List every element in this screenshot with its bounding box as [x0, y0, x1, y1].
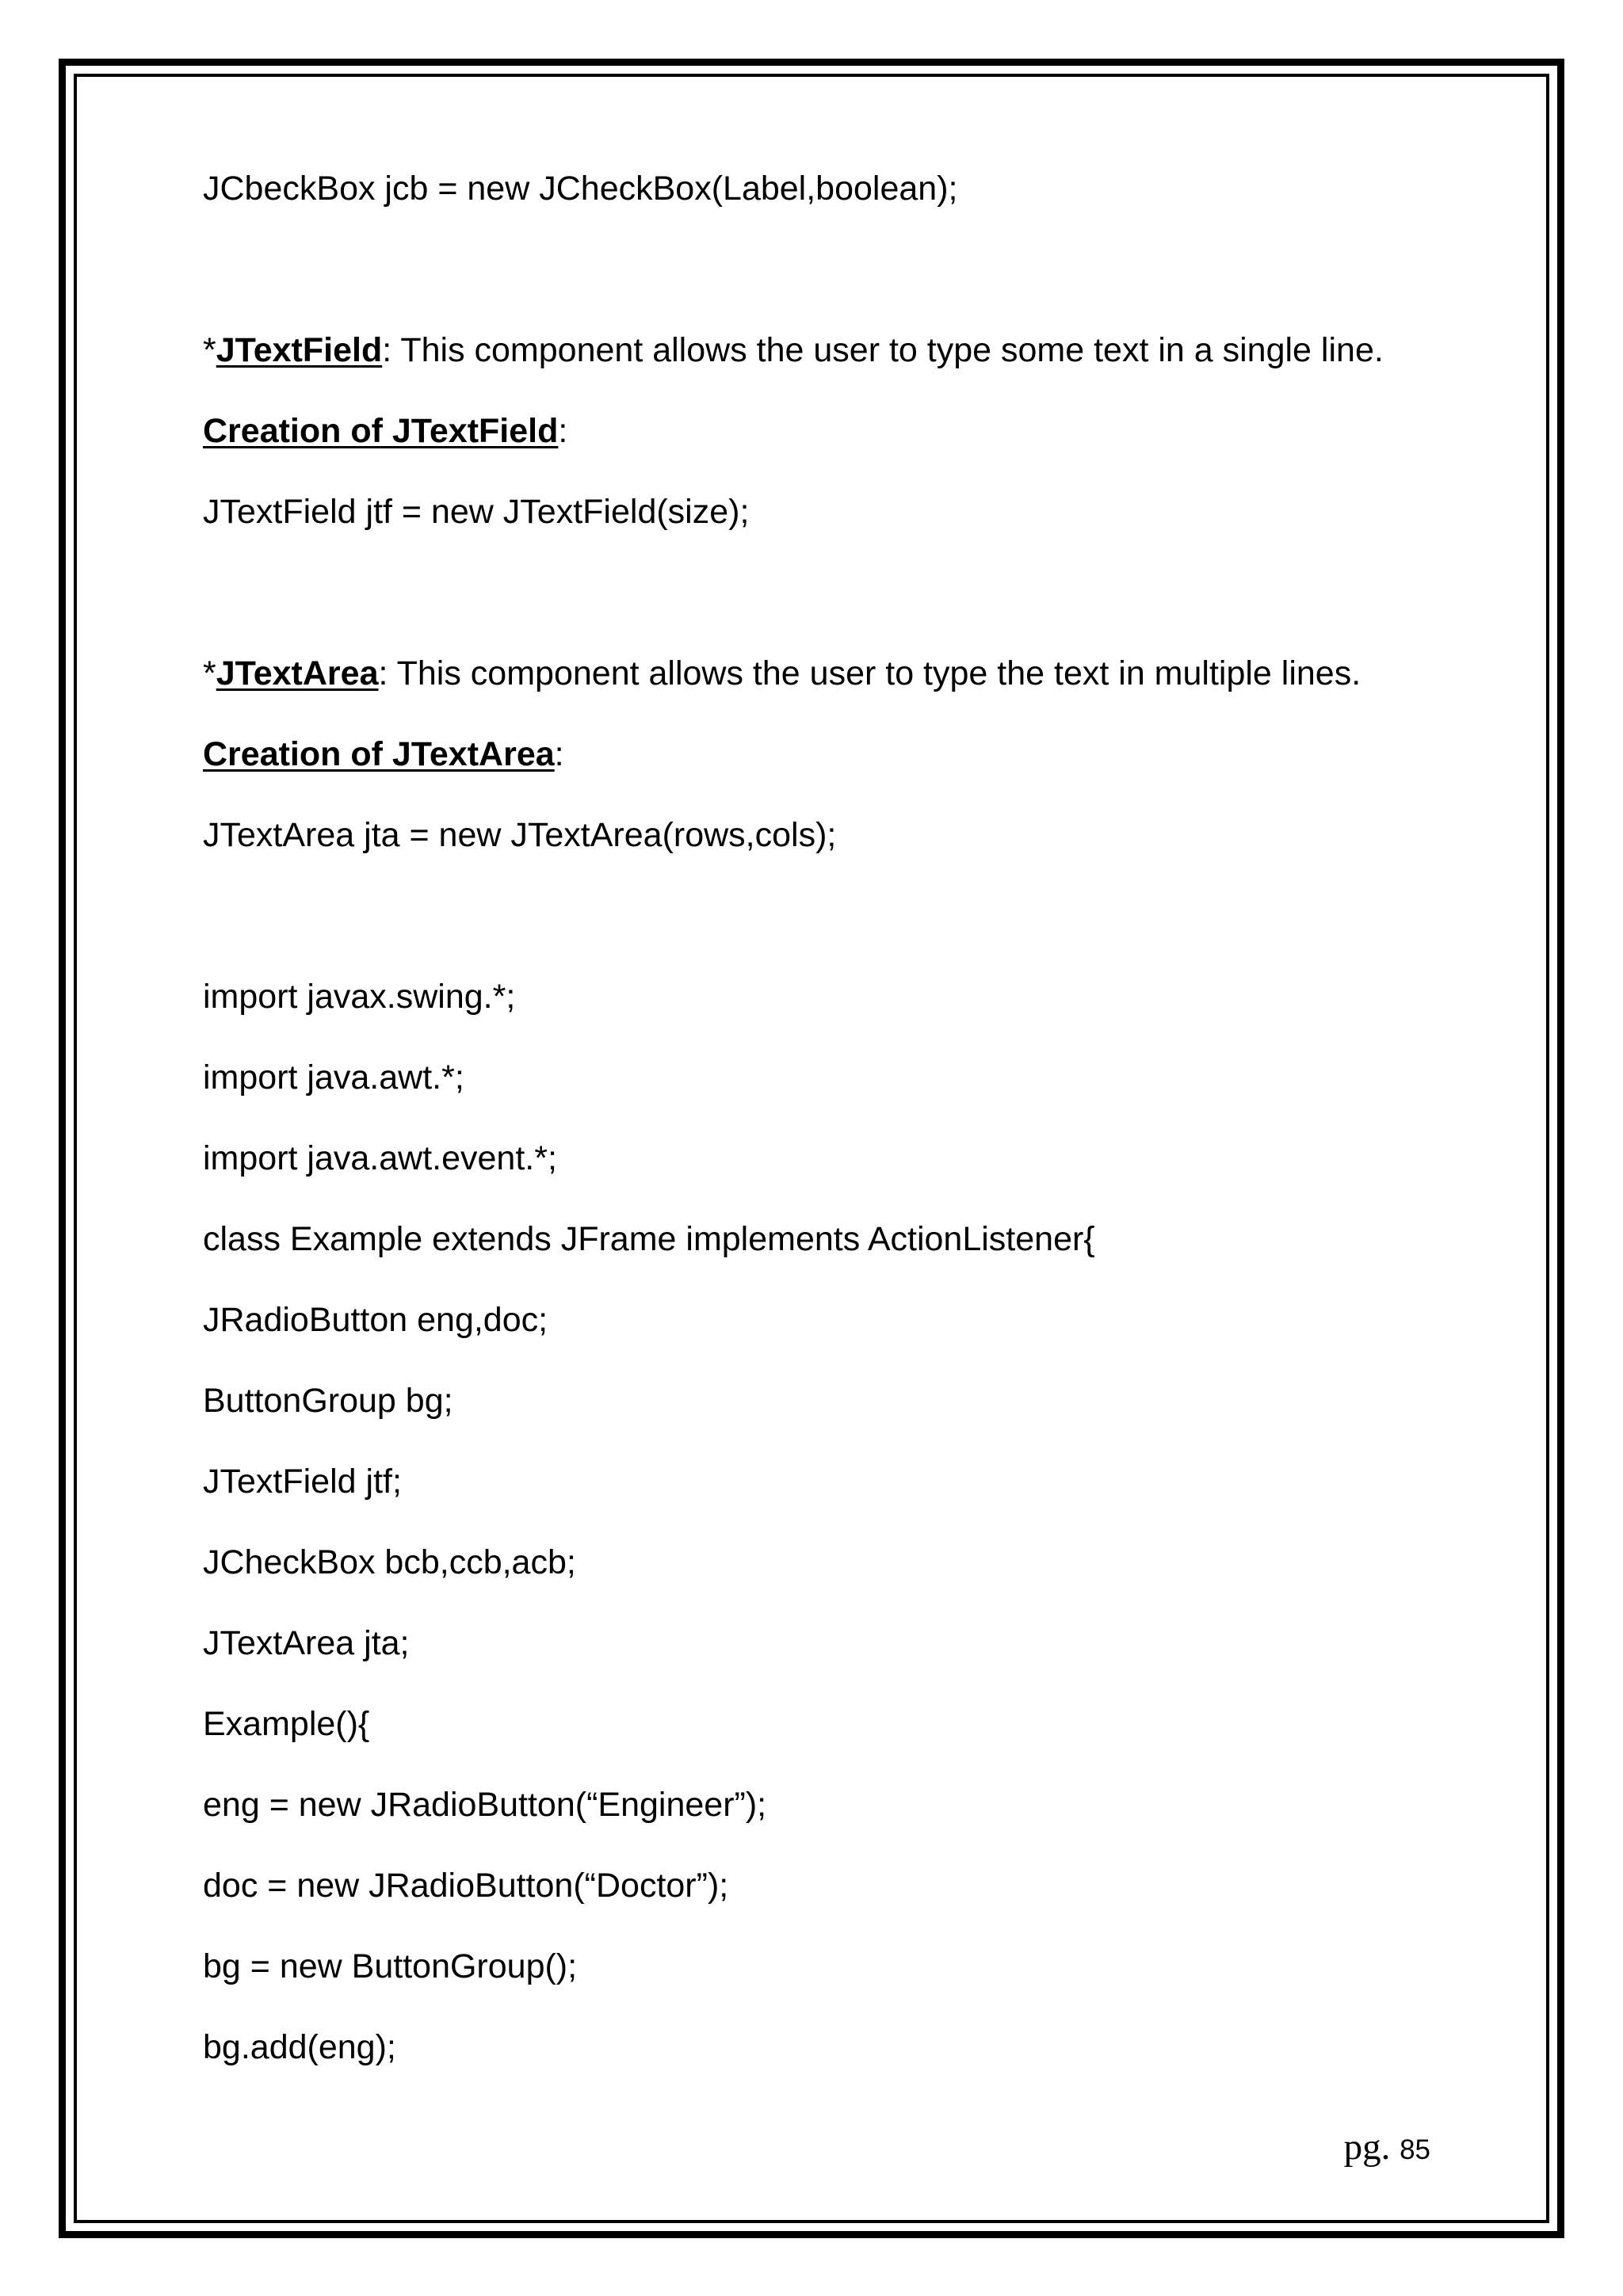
- code-line: JCheckBox bcb,ccb,acb;: [203, 1543, 576, 1581]
- code-line: JTextField jtf;: [203, 1463, 402, 1501]
- jtextfield-term: JTextField: [216, 331, 383, 369]
- jtextfield-creation-term: Creation of JTextField: [203, 412, 559, 450]
- code-line-jcheckbox-creation: JCbeckBox jcb = new JCheckBox(Label,boolean);: [203, 170, 958, 208]
- code-line: eng = new JRadioButton(“Engineer”);: [203, 1786, 767, 1824]
- page-number-prefix: pg.: [1343, 2126, 1391, 2168]
- code-line: bg = new ButtonGroup();: [203, 1947, 578, 1985]
- jtextfield-description: *JTextField: This component allows the user to type some text in a single line.: [203, 331, 1384, 369]
- code-line-jtextfield-creation: JTextField jtf = new JTextField(size);: [203, 493, 750, 531]
- code-line: doc = new JRadioButton(“Doctor”);: [203, 1867, 729, 1905]
- code-line: Example(){: [203, 1705, 370, 1743]
- jtextarea-term: JTextArea: [216, 654, 379, 692]
- page-number-value: 85: [1400, 2134, 1430, 2165]
- code-line: import java.awt.event.*;: [203, 1139, 557, 1177]
- code-line: bg.add(eng);: [203, 2028, 396, 2066]
- jtextarea-description: *JTextArea: This component allows the user to type the text in multiple lines.: [203, 654, 1361, 692]
- jtextfield-creation-heading: Creation of JTextField:: [203, 412, 568, 450]
- code-line: JTextArea jta;: [203, 1624, 410, 1662]
- page-number: [1344, 2123, 1430, 2174]
- code-line: import javax.swing.*;: [203, 978, 516, 1016]
- jtextarea-creation-term: Creation of JTextArea: [203, 735, 555, 773]
- code-line: import java.awt.*;: [203, 1058, 464, 1097]
- code-line: ButtonGroup bg;: [203, 1382, 453, 1420]
- jtextarea-creation-heading: Creation of JTextArea:: [203, 735, 564, 773]
- code-line: JRadioButton eng,doc;: [203, 1301, 548, 1339]
- code-line: class Example extends JFrame implements ActionListener{: [203, 1220, 1095, 1258]
- code-line-jtextarea-creation: JTextArea jta = new JTextArea(rows,cols);: [203, 816, 837, 854]
